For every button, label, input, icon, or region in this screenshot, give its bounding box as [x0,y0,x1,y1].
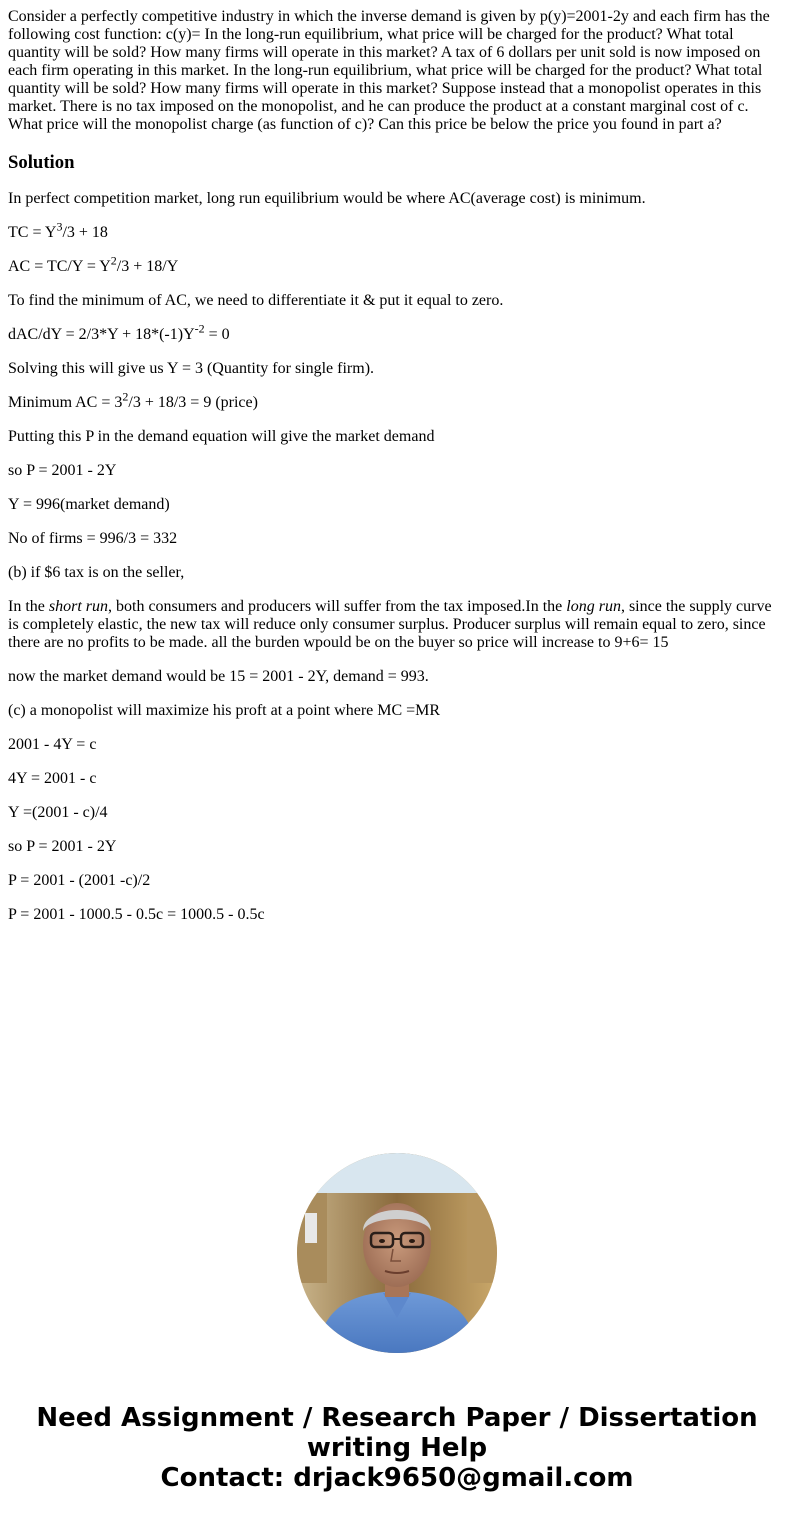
minimum-note: To find the minimum of AC, we need to differentiate it & put it equal to zero. [8,292,504,309]
promo-line-2: writing Help [306,1433,488,1463]
total-cost-equation: TC = $Y^3/3 + 18$ [8,219,108,241]
monopoly-step-4: so P = 2001 - 2Y [8,838,117,855]
put-price-line: Putting this P in the demand equation will give the market demand [8,428,435,445]
number-of-firms-line: No of firms = 996/3 = 332 [8,530,178,547]
derivative-equation: $dAC/dY = 2/3*Y + 18*(-1)Y^{-2} = 0$ [8,321,230,343]
monopoly-step-2: 4Y = 2001 - c [8,770,97,787]
demand-equation: so P = 2001 - 2Y [8,462,117,479]
question-text: Consider a perfectly competitive industry in which the inverse demand is given by p(y)=2001-2y and each firm has the following cost function: c(y)= In the long-run equilibrium, what price will be charged for the product? What total quantity will be sold? How many firms will operate in this market? A tax of 6 dollars per unit sold is now imposed on each firm operating in this market. In the long-run equilibrium, what price will be charged for the product? What total quantity will be sold? How many firms will operate in this market? Suppose instead that a monopolist operates in this market. There is no tax imposed on the monopolist, and he can produce the product at a constant marginal cost of c. What price will the monopolist charge (as function of c)? Can this price be below the price you found in part a? [8,8,770,133]
document-body [8,8,778,924]
solution-heading: Solution [8,152,75,173]
minimum-ac-equation: Minimum AC = $3^2/3 + 18/3 = 9$ (price) [8,389,258,411]
monopoly-step-3: Y =(2001 - c)/4 [8,804,108,821]
promo-contact: Contact: drjack9650@gmail.com [160,1463,634,1493]
solution-intro: In perfect competition market, long run equilibrium would be where AC(average cost) is minimum. [8,190,646,207]
tutor-portrait-image [297,1153,497,1353]
solve-line: Solving this will give us Y = 3 (Quantity for single firm). [8,360,375,377]
tax-explanation: In the short run, both consumers and producers will suffer from the tax imposed.In the long run, since the supply curve is completely elastic, the new tax will reduce only consumer surplus. Producer surplus will remain equal to zero, since there are no profits to be made. all the burden wpould be on the buyer so price will increase to 9+6= 15 [8,598,772,651]
monopoly-step-5: P = 2001 - (2001 -c)/2 [8,872,151,889]
tutor-photo [297,1153,497,1353]
market-demand-line: Y = 996(market demand) [8,496,170,513]
monopoly-step-1: 2001 - 4Y = c [8,736,97,753]
part-c-heading: (c) a monopolist will maximize his proft at a point where MC =MR [8,702,441,719]
promo-banner [0,1403,794,1493]
part-b-heading: (b) if $6 tax is on the seller, [8,564,185,581]
average-cost-equation: AC = $TC/Y = Y^2/3 + 18/Y$ [8,253,179,275]
new-demand-line: now the market demand would be 15 = 2001 - 2Y, demand = 993. [8,668,429,685]
monopoly-step-6: P = 2001 - 1000.5 - 0.5c = 1000.5 - 0.5c [8,906,265,923]
promo-line-1: Need Assignment / Research Paper / Dissertation [36,1403,758,1433]
